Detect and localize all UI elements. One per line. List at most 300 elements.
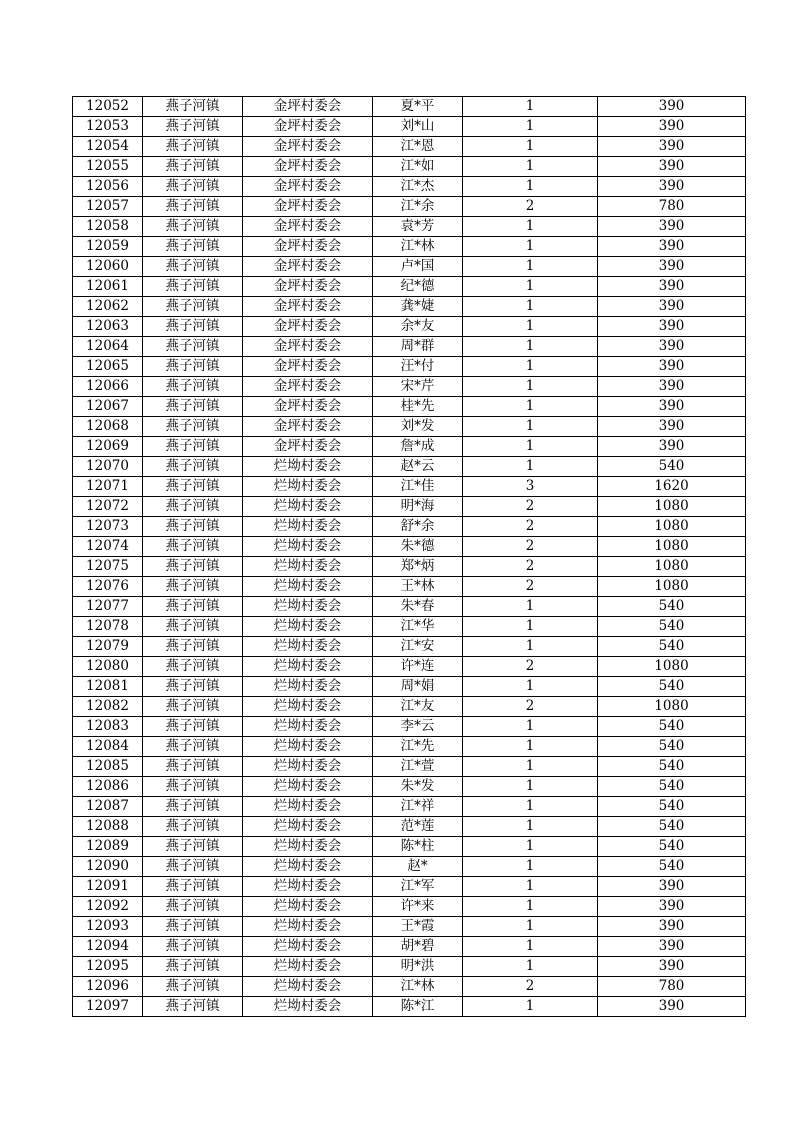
household-count-cell: 1 bbox=[463, 257, 598, 277]
amount-cell: 1080 bbox=[598, 557, 746, 577]
row-number-cell: 12076 bbox=[73, 577, 143, 597]
table-row bbox=[73, 957, 746, 977]
table-row bbox=[73, 817, 746, 837]
village-committee-cell: 金坪村委会 bbox=[243, 317, 373, 337]
person-name-cell: 许*连 bbox=[373, 657, 463, 677]
village-committee-cell: 金坪村委会 bbox=[243, 157, 373, 177]
amount-cell: 390 bbox=[598, 97, 746, 117]
table-row bbox=[73, 257, 746, 277]
person-name-cell: 卢*国 bbox=[373, 257, 463, 277]
town-cell: 燕子河镇 bbox=[143, 277, 243, 297]
person-name-cell: 王*林 bbox=[373, 577, 463, 597]
amount-cell: 540 bbox=[598, 777, 746, 797]
town-cell: 燕子河镇 bbox=[143, 657, 243, 677]
row-number-cell: 12060 bbox=[73, 257, 143, 277]
household-count-cell: 2 bbox=[463, 697, 598, 717]
amount-cell: 390 bbox=[598, 937, 746, 957]
table-row bbox=[73, 477, 746, 497]
town-cell: 燕子河镇 bbox=[143, 997, 243, 1017]
household-count-cell: 2 bbox=[463, 657, 598, 677]
row-number-cell: 12077 bbox=[73, 597, 143, 617]
row-number-cell: 12090 bbox=[73, 857, 143, 877]
person-name-cell: 江*佳 bbox=[373, 477, 463, 497]
household-count-cell: 1 bbox=[463, 357, 598, 377]
row-number-cell: 12081 bbox=[73, 677, 143, 697]
table-row bbox=[73, 677, 746, 697]
amount-cell: 390 bbox=[598, 177, 746, 197]
row-number-cell: 12088 bbox=[73, 817, 143, 837]
row-number-cell: 12069 bbox=[73, 437, 143, 457]
household-count-cell: 1 bbox=[463, 297, 598, 317]
household-count-cell: 2 bbox=[463, 557, 598, 577]
table-row bbox=[73, 517, 746, 537]
household-count-cell: 1 bbox=[463, 377, 598, 397]
amount-cell: 780 bbox=[598, 197, 746, 217]
row-number-cell: 12068 bbox=[73, 417, 143, 437]
household-count-cell: 1 bbox=[463, 677, 598, 697]
table-row bbox=[73, 537, 746, 557]
town-cell: 燕子河镇 bbox=[143, 737, 243, 757]
table-row bbox=[73, 997, 746, 1017]
household-count-cell: 1 bbox=[463, 237, 598, 257]
household-count-cell: 1 bbox=[463, 137, 598, 157]
person-name-cell: 刘*发 bbox=[373, 417, 463, 437]
row-number-cell: 12074 bbox=[73, 537, 143, 557]
person-name-cell: 周*群 bbox=[373, 337, 463, 357]
village-committee-cell: 金坪村委会 bbox=[243, 137, 373, 157]
row-number-cell: 12066 bbox=[73, 377, 143, 397]
row-number-cell: 12064 bbox=[73, 337, 143, 357]
village-committee-cell: 烂坳村委会 bbox=[243, 677, 373, 697]
town-cell: 燕子河镇 bbox=[143, 517, 243, 537]
person-name-cell: 陈*柱 bbox=[373, 837, 463, 857]
town-cell: 燕子河镇 bbox=[143, 337, 243, 357]
town-cell: 燕子河镇 bbox=[143, 297, 243, 317]
table-row bbox=[73, 777, 746, 797]
table-row bbox=[73, 757, 746, 777]
town-cell: 燕子河镇 bbox=[143, 637, 243, 657]
row-number-cell: 12086 bbox=[73, 777, 143, 797]
village-committee-cell: 金坪村委会 bbox=[243, 277, 373, 297]
row-number-cell: 12063 bbox=[73, 317, 143, 337]
household-count-cell: 2 bbox=[463, 517, 598, 537]
amount-cell: 540 bbox=[598, 737, 746, 757]
person-name-cell: 宋*芹 bbox=[373, 377, 463, 397]
row-number-cell: 12087 bbox=[73, 797, 143, 817]
person-name-cell: 江*军 bbox=[373, 877, 463, 897]
household-count-cell: 1 bbox=[463, 757, 598, 777]
village-committee-cell: 烂坳村委会 bbox=[243, 717, 373, 737]
amount-cell: 390 bbox=[598, 257, 746, 277]
table-row bbox=[73, 117, 746, 137]
table-row bbox=[73, 317, 746, 337]
town-cell: 燕子河镇 bbox=[143, 477, 243, 497]
person-name-cell: 舒*余 bbox=[373, 517, 463, 537]
village-committee-cell: 烂坳村委会 bbox=[243, 817, 373, 837]
table-row bbox=[73, 137, 746, 157]
amount-cell: 540 bbox=[598, 857, 746, 877]
town-cell: 燕子河镇 bbox=[143, 577, 243, 597]
town-cell: 燕子河镇 bbox=[143, 497, 243, 517]
table-row bbox=[73, 917, 746, 937]
town-cell: 燕子河镇 bbox=[143, 137, 243, 157]
person-name-cell: 朱*德 bbox=[373, 537, 463, 557]
table-row bbox=[73, 857, 746, 877]
row-number-cell: 12062 bbox=[73, 297, 143, 317]
person-name-cell: 余*友 bbox=[373, 317, 463, 337]
town-cell: 燕子河镇 bbox=[143, 777, 243, 797]
town-cell: 燕子河镇 bbox=[143, 257, 243, 277]
person-name-cell: 龚*婕 bbox=[373, 297, 463, 317]
table-row bbox=[73, 197, 746, 217]
amount-cell: 390 bbox=[598, 357, 746, 377]
amount-cell: 390 bbox=[598, 377, 746, 397]
amount-cell: 540 bbox=[598, 637, 746, 657]
household-count-cell: 1 bbox=[463, 417, 598, 437]
village-committee-cell: 烂坳村委会 bbox=[243, 597, 373, 617]
row-number-cell: 12058 bbox=[73, 217, 143, 237]
amount-cell: 1080 bbox=[598, 517, 746, 537]
town-cell: 燕子河镇 bbox=[143, 317, 243, 337]
person-name-cell: 江*如 bbox=[373, 157, 463, 177]
row-number-cell: 12079 bbox=[73, 637, 143, 657]
table-row bbox=[73, 497, 746, 517]
row-number-cell: 12073 bbox=[73, 517, 143, 537]
household-count-cell: 1 bbox=[463, 877, 598, 897]
household-count-cell: 1 bbox=[463, 917, 598, 937]
table-row bbox=[73, 617, 746, 637]
village-committee-cell: 烂坳村委会 bbox=[243, 777, 373, 797]
person-name-cell: 纪*德 bbox=[373, 277, 463, 297]
town-cell: 燕子河镇 bbox=[143, 897, 243, 917]
table-row bbox=[73, 657, 746, 677]
amount-cell: 390 bbox=[598, 917, 746, 937]
household-count-cell: 1 bbox=[463, 157, 598, 177]
town-cell: 燕子河镇 bbox=[143, 617, 243, 637]
person-name-cell: 江*萱 bbox=[373, 757, 463, 777]
town-cell: 燕子河镇 bbox=[143, 177, 243, 197]
household-count-cell: 1 bbox=[463, 837, 598, 857]
village-committee-cell: 烂坳村委会 bbox=[243, 577, 373, 597]
row-number-cell: 12083 bbox=[73, 717, 143, 737]
household-count-cell: 2 bbox=[463, 497, 598, 517]
village-committee-cell: 烂坳村委会 bbox=[243, 897, 373, 917]
household-count-cell: 1 bbox=[463, 717, 598, 737]
row-number-cell: 12072 bbox=[73, 497, 143, 517]
table-row bbox=[73, 557, 746, 577]
row-number-cell: 12080 bbox=[73, 657, 143, 677]
person-name-cell: 刘*山 bbox=[373, 117, 463, 137]
person-name-cell: 周*娟 bbox=[373, 677, 463, 697]
town-cell: 燕子河镇 bbox=[143, 197, 243, 217]
town-cell: 燕子河镇 bbox=[143, 877, 243, 897]
table-row bbox=[73, 897, 746, 917]
row-number-cell: 12054 bbox=[73, 137, 143, 157]
row-number-cell: 12082 bbox=[73, 697, 143, 717]
household-count-cell: 1 bbox=[463, 177, 598, 197]
town-cell: 燕子河镇 bbox=[143, 957, 243, 977]
amount-cell: 390 bbox=[598, 957, 746, 977]
household-count-cell: 1 bbox=[463, 937, 598, 957]
household-count-cell: 1 bbox=[463, 217, 598, 237]
village-committee-cell: 烂坳村委会 bbox=[243, 497, 373, 517]
person-name-cell: 江*余 bbox=[373, 197, 463, 217]
amount-cell: 1080 bbox=[598, 537, 746, 557]
town-cell: 燕子河镇 bbox=[143, 917, 243, 937]
household-count-cell: 1 bbox=[463, 857, 598, 877]
village-committee-cell: 金坪村委会 bbox=[243, 437, 373, 457]
amount-cell: 390 bbox=[598, 397, 746, 417]
household-count-cell: 1 bbox=[463, 397, 598, 417]
village-committee-cell: 烂坳村委会 bbox=[243, 477, 373, 497]
town-cell: 燕子河镇 bbox=[143, 557, 243, 577]
person-name-cell: 江*杰 bbox=[373, 177, 463, 197]
table-row bbox=[73, 977, 746, 997]
person-name-cell: 明*海 bbox=[373, 497, 463, 517]
person-name-cell: 夏*平 bbox=[373, 97, 463, 117]
table-row bbox=[73, 177, 746, 197]
row-number-cell: 12092 bbox=[73, 897, 143, 917]
person-name-cell: 江*华 bbox=[373, 617, 463, 637]
amount-cell: 390 bbox=[598, 417, 746, 437]
table-row bbox=[73, 437, 746, 457]
amount-cell: 390 bbox=[598, 877, 746, 897]
town-cell: 燕子河镇 bbox=[143, 597, 243, 617]
village-committee-cell: 金坪村委会 bbox=[243, 257, 373, 277]
village-committee-cell: 金坪村委会 bbox=[243, 297, 373, 317]
household-count-cell: 2 bbox=[463, 577, 598, 597]
table-row bbox=[73, 937, 746, 957]
household-count-cell: 1 bbox=[463, 117, 598, 137]
amount-cell: 540 bbox=[598, 457, 746, 477]
town-cell: 燕子河镇 bbox=[143, 677, 243, 697]
village-committee-cell: 金坪村委会 bbox=[243, 97, 373, 117]
row-number-cell: 12089 bbox=[73, 837, 143, 857]
town-cell: 燕子河镇 bbox=[143, 357, 243, 377]
table-row bbox=[73, 737, 746, 757]
row-number-cell: 12075 bbox=[73, 557, 143, 577]
amount-cell: 1620 bbox=[598, 477, 746, 497]
table-row bbox=[73, 577, 746, 597]
town-cell: 燕子河镇 bbox=[143, 377, 243, 397]
person-name-cell: 朱*发 bbox=[373, 777, 463, 797]
person-name-cell: 李*云 bbox=[373, 717, 463, 737]
village-committee-cell: 金坪村委会 bbox=[243, 217, 373, 237]
village-committee-cell: 金坪村委会 bbox=[243, 417, 373, 437]
household-count-cell: 1 bbox=[463, 277, 598, 297]
village-committee-cell: 烂坳村委会 bbox=[243, 697, 373, 717]
person-name-cell: 陈*江 bbox=[373, 997, 463, 1017]
village-committee-cell: 金坪村委会 bbox=[243, 357, 373, 377]
household-count-cell: 1 bbox=[463, 997, 598, 1017]
town-cell: 燕子河镇 bbox=[143, 217, 243, 237]
village-committee-cell: 金坪村委会 bbox=[243, 177, 373, 197]
household-count-cell: 1 bbox=[463, 617, 598, 637]
person-name-cell: 赵*云 bbox=[373, 457, 463, 477]
row-number-cell: 12093 bbox=[73, 917, 143, 937]
amount-cell: 1080 bbox=[598, 497, 746, 517]
amount-cell: 540 bbox=[598, 597, 746, 617]
town-cell: 燕子河镇 bbox=[143, 457, 243, 477]
table-row bbox=[73, 337, 746, 357]
table-row bbox=[73, 297, 746, 317]
amount-cell: 390 bbox=[598, 217, 746, 237]
household-count-cell: 1 bbox=[463, 777, 598, 797]
town-cell: 燕子河镇 bbox=[143, 857, 243, 877]
town-cell: 燕子河镇 bbox=[143, 157, 243, 177]
household-count-cell: 1 bbox=[463, 737, 598, 757]
village-committee-cell: 金坪村委会 bbox=[243, 337, 373, 357]
amount-cell: 390 bbox=[598, 897, 746, 917]
table-row bbox=[73, 377, 746, 397]
household-count-cell: 1 bbox=[463, 797, 598, 817]
town-cell: 燕子河镇 bbox=[143, 837, 243, 857]
town-cell: 燕子河镇 bbox=[143, 97, 243, 117]
village-committee-cell: 烂坳村委会 bbox=[243, 457, 373, 477]
person-name-cell: 江*祥 bbox=[373, 797, 463, 817]
village-committee-cell: 烂坳村委会 bbox=[243, 837, 373, 857]
village-committee-cell: 金坪村委会 bbox=[243, 197, 373, 217]
town-cell: 燕子河镇 bbox=[143, 537, 243, 557]
town-cell: 燕子河镇 bbox=[143, 417, 243, 437]
household-count-cell: 2 bbox=[463, 197, 598, 217]
person-name-cell: 袁*芳 bbox=[373, 217, 463, 237]
table-row bbox=[73, 97, 746, 117]
table-row bbox=[73, 157, 746, 177]
table-body bbox=[73, 97, 746, 1017]
amount-cell: 390 bbox=[598, 297, 746, 317]
town-cell: 燕子河镇 bbox=[143, 817, 243, 837]
person-name-cell: 江*林 bbox=[373, 977, 463, 997]
row-number-cell: 12071 bbox=[73, 477, 143, 497]
town-cell: 燕子河镇 bbox=[143, 397, 243, 417]
household-count-cell: 2 bbox=[463, 977, 598, 997]
person-name-cell: 王*霞 bbox=[373, 917, 463, 937]
amount-cell: 540 bbox=[598, 757, 746, 777]
household-count-cell: 1 bbox=[463, 457, 598, 477]
household-count-cell: 1 bbox=[463, 897, 598, 917]
person-name-cell: 许*来 bbox=[373, 897, 463, 917]
village-committee-cell: 烂坳村委会 bbox=[243, 937, 373, 957]
village-committee-cell: 烂坳村委会 bbox=[243, 877, 373, 897]
amount-cell: 1080 bbox=[598, 697, 746, 717]
row-number-cell: 12059 bbox=[73, 237, 143, 257]
village-committee-cell: 烂坳村委会 bbox=[243, 977, 373, 997]
household-count-cell: 1 bbox=[463, 637, 598, 657]
person-name-cell: 明*洪 bbox=[373, 957, 463, 977]
town-cell: 燕子河镇 bbox=[143, 937, 243, 957]
row-number-cell: 12078 bbox=[73, 617, 143, 637]
household-count-cell: 1 bbox=[463, 597, 598, 617]
household-count-cell: 3 bbox=[463, 477, 598, 497]
table-row bbox=[73, 237, 746, 257]
village-committee-cell: 烂坳村委会 bbox=[243, 557, 373, 577]
table-row bbox=[73, 717, 746, 737]
row-number-cell: 12053 bbox=[73, 117, 143, 137]
amount-cell: 390 bbox=[598, 337, 746, 357]
village-committee-cell: 烂坳村委会 bbox=[243, 517, 373, 537]
town-cell: 燕子河镇 bbox=[143, 697, 243, 717]
row-number-cell: 12084 bbox=[73, 737, 143, 757]
person-name-cell: 江*林 bbox=[373, 237, 463, 257]
person-name-cell: 江*友 bbox=[373, 697, 463, 717]
village-committee-cell: 烂坳村委会 bbox=[243, 657, 373, 677]
row-number-cell: 12085 bbox=[73, 757, 143, 777]
person-name-cell: 汪*付 bbox=[373, 357, 463, 377]
row-number-cell: 12056 bbox=[73, 177, 143, 197]
amount-cell: 540 bbox=[598, 677, 746, 697]
village-committee-cell: 烂坳村委会 bbox=[243, 537, 373, 557]
row-number-cell: 12055 bbox=[73, 157, 143, 177]
person-name-cell: 桂*先 bbox=[373, 397, 463, 417]
row-number-cell: 12097 bbox=[73, 997, 143, 1017]
village-committee-cell: 烂坳村委会 bbox=[243, 617, 373, 637]
household-count-cell: 1 bbox=[463, 817, 598, 837]
person-name-cell: 江*恩 bbox=[373, 137, 463, 157]
row-number-cell: 12094 bbox=[73, 937, 143, 957]
household-count-cell: 1 bbox=[463, 337, 598, 357]
town-cell: 燕子河镇 bbox=[143, 757, 243, 777]
person-name-cell: 詹*成 bbox=[373, 437, 463, 457]
amount-cell: 390 bbox=[598, 237, 746, 257]
table-row bbox=[73, 457, 746, 477]
amount-cell: 1080 bbox=[598, 577, 746, 597]
table-row bbox=[73, 217, 746, 237]
town-cell: 燕子河镇 bbox=[143, 717, 243, 737]
table-row bbox=[73, 697, 746, 717]
table-row bbox=[73, 597, 746, 617]
table-row bbox=[73, 417, 746, 437]
amount-cell: 540 bbox=[598, 837, 746, 857]
household-count-cell: 1 bbox=[463, 957, 598, 977]
town-cell: 燕子河镇 bbox=[143, 797, 243, 817]
row-number-cell: 12065 bbox=[73, 357, 143, 377]
table-row bbox=[73, 397, 746, 417]
table-row bbox=[73, 797, 746, 817]
amount-cell: 390 bbox=[598, 277, 746, 297]
row-number-cell: 12070 bbox=[73, 457, 143, 477]
village-committee-cell: 金坪村委会 bbox=[243, 117, 373, 137]
amount-cell: 390 bbox=[598, 437, 746, 457]
village-committee-cell: 烂坳村委会 bbox=[243, 917, 373, 937]
town-cell: 燕子河镇 bbox=[143, 437, 243, 457]
village-committee-cell: 金坪村委会 bbox=[243, 397, 373, 417]
table-row bbox=[73, 357, 746, 377]
amount-cell: 390 bbox=[598, 137, 746, 157]
row-number-cell: 12091 bbox=[73, 877, 143, 897]
row-number-cell: 12057 bbox=[73, 197, 143, 217]
subsidy-table bbox=[72, 96, 746, 1017]
table-row bbox=[73, 877, 746, 897]
amount-cell: 390 bbox=[598, 317, 746, 337]
amount-cell: 1080 bbox=[598, 657, 746, 677]
table-row bbox=[73, 637, 746, 657]
person-name-cell: 朱*春 bbox=[373, 597, 463, 617]
village-committee-cell: 烂坳村委会 bbox=[243, 797, 373, 817]
person-name-cell: 郑*炳 bbox=[373, 557, 463, 577]
village-committee-cell: 烂坳村委会 bbox=[243, 857, 373, 877]
amount-cell: 390 bbox=[598, 157, 746, 177]
row-number-cell: 12061 bbox=[73, 277, 143, 297]
amount-cell: 540 bbox=[598, 797, 746, 817]
village-committee-cell: 烂坳村委会 bbox=[243, 997, 373, 1017]
person-name-cell: 范*莲 bbox=[373, 817, 463, 837]
person-name-cell: 胡*碧 bbox=[373, 937, 463, 957]
amount-cell: 780 bbox=[598, 977, 746, 997]
amount-cell: 540 bbox=[598, 617, 746, 637]
amount-cell: 540 bbox=[598, 817, 746, 837]
village-committee-cell: 金坪村委会 bbox=[243, 377, 373, 397]
